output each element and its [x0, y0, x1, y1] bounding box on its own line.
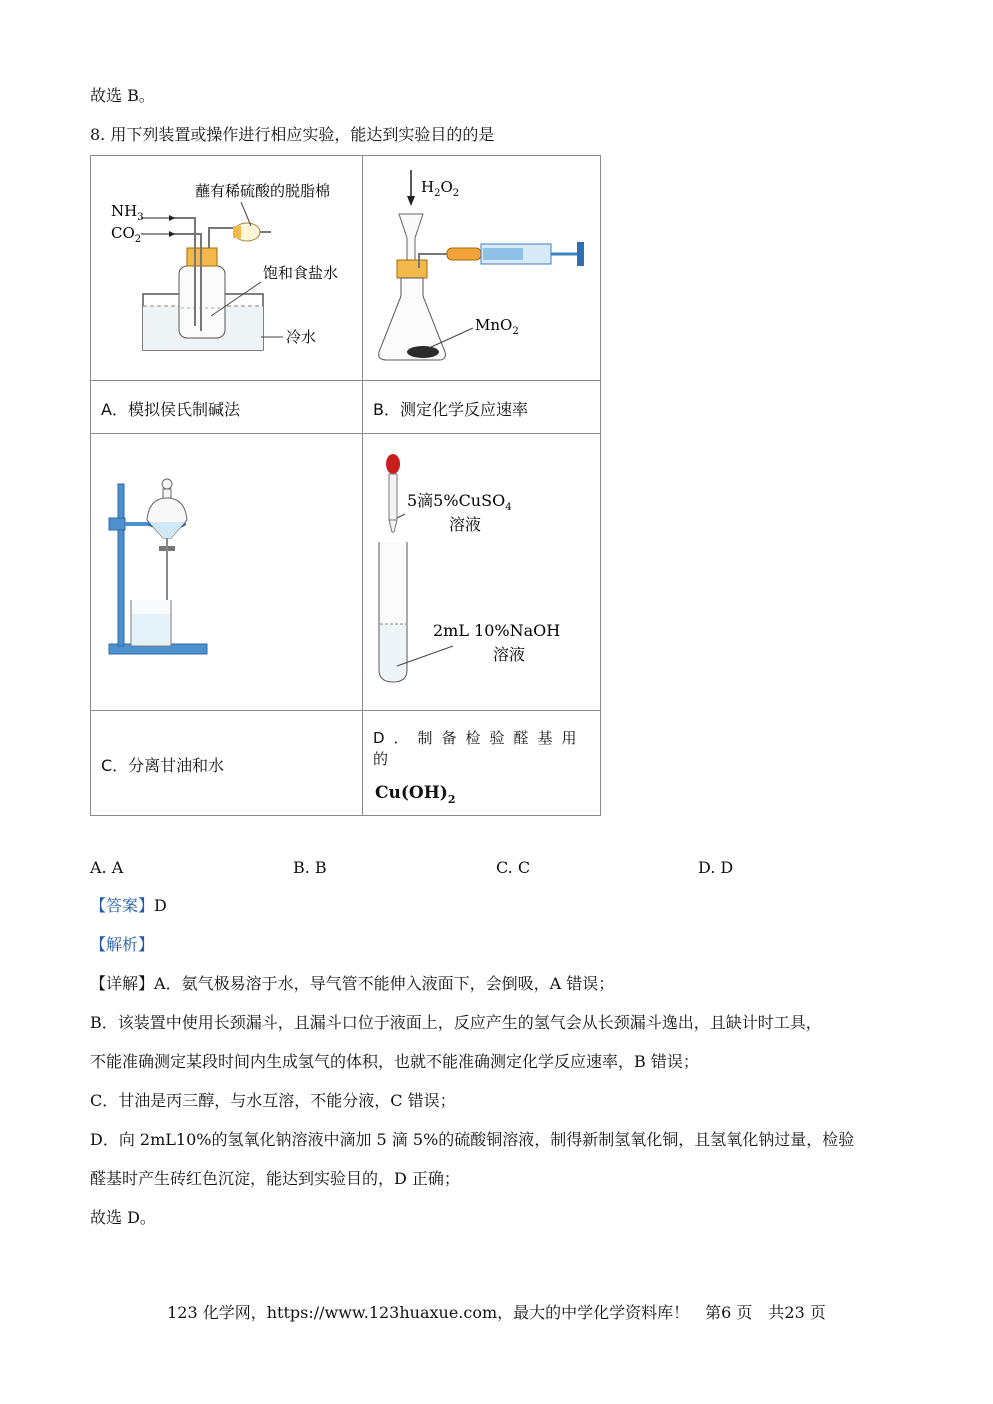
detail-line-2: B．该装置中使用长颈漏斗，且漏斗口位于液面上，反应产生的氢气会从长颈漏斗逸出，且缺计时工具， [90, 1013, 822, 1032]
analysis-label: 【解析】 [90, 935, 155, 954]
apparatus-d-diagram [363, 434, 600, 706]
h2o2-label: $H_2O_2$ [421, 178, 460, 199]
cuso4-solution-label: 溶液 [449, 515, 482, 534]
co2-label: $CO_2$ [111, 224, 142, 245]
nh3-label: $NH_3$ [111, 202, 144, 223]
apparatus-b-diagram [363, 156, 600, 376]
naoh-label: 2mL 10%NaOH [433, 621, 561, 640]
option-a: A. A [90, 858, 124, 877]
question-title: 8. 用下列装置或操作进行相应实验，能达到实验目的的是 [90, 125, 495, 144]
detail-line-4: C．甘油是丙三醇，与水互溶，不能分液，C 错误； [90, 1091, 456, 1110]
experiment-table [90, 155, 601, 816]
page-footer: 123 化学网，https://www.123huaxue.com，最大的中学化学资料库！ 第6 页 共23 页 [167, 1303, 826, 1322]
option-d: D. D [698, 858, 734, 877]
detail-text-1: A．氨气极易溶于水，导气管不能伸入液面下，会倒吸，A 错误； [154, 974, 615, 993]
option-c-caption: C．分离甘油和水 [101, 756, 225, 775]
cu-oh-2-formula [363, 769, 600, 806]
detail-line-5: D．向 2mL10%的氢氧化钠溶液中滴加 5 滴 5%的硫酸铜溶液，制得新制氢氧化铜，且氢氧化钠过量，检验 [90, 1130, 855, 1149]
final-conclusion: 故选 D。 [90, 1208, 156, 1227]
previous-conclusion: 故选 B。 [90, 86, 155, 105]
formula-sub: 2 [447, 793, 456, 806]
mno2-label: MnO$_2$ [475, 316, 519, 337]
cell-c-caption [91, 711, 363, 816]
detail-line-1 [90, 974, 614, 994]
brine-label: 饱和食盐水 [263, 264, 339, 282]
cuso4-label: 5滴5%CuSO$_4$ [407, 491, 512, 513]
option-b: B. B [293, 858, 327, 877]
cell-a-caption [91, 381, 363, 434]
cell-b-caption [363, 381, 601, 434]
naoh-solution-label: 溶液 [493, 645, 526, 664]
detail-label: 【详解】 [90, 974, 155, 993]
option-a-caption: A．模拟侯氏制碱法 [101, 400, 240, 419]
cell-b-image [363, 156, 601, 381]
option-c: C. C [496, 858, 531, 877]
detail-line-3: 不能准确测定某段时间内生成氢气的体积，也就不能准确测定化学反应速率，B 错误； [90, 1052, 699, 1071]
cell-c-image [91, 434, 363, 711]
option-d-caption: D．制备检验醛基用的 [373, 729, 586, 768]
formula-oh: (OH) [400, 783, 448, 803]
cell-d-image [363, 434, 601, 711]
answer-value: D [154, 896, 167, 915]
option-b-caption: B．测定化学反应速率 [373, 400, 528, 419]
cell-d-caption [363, 711, 601, 816]
cell-a-image [91, 156, 363, 381]
cotton-label: 蘸有稀硫酸的脱脂棉 [195, 182, 331, 200]
apparatus-c-diagram [91, 434, 362, 706]
detail-line-6: 醛基时产生砖红色沉淀，能达到实验目的，D 正确； [90, 1169, 460, 1188]
formula-cu: Cu [375, 783, 401, 803]
apparatus-a-diagram [91, 156, 362, 376]
answer-label: 【答案】 [90, 896, 155, 915]
answer-line [90, 896, 167, 916]
cold-water-label: 冷水 [286, 328, 317, 346]
